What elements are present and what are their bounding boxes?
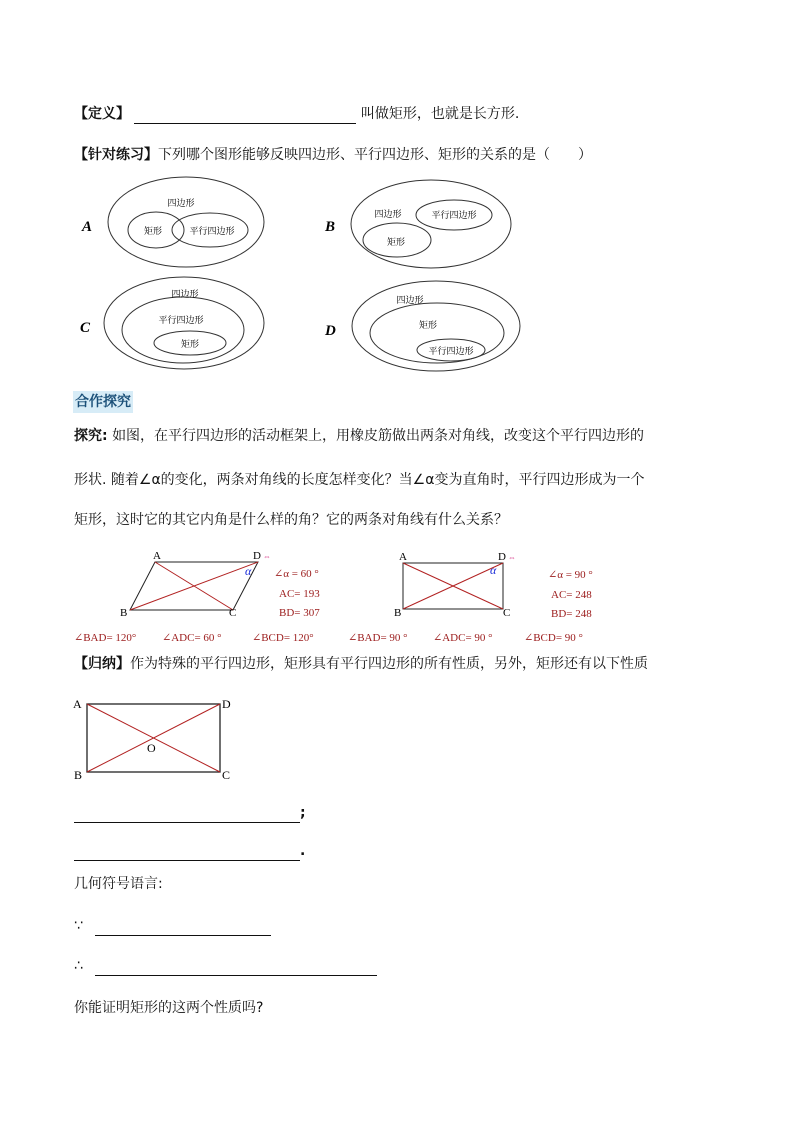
figure1-adc-measure: ∠ADC= 60 ° xyxy=(162,632,222,644)
property-end-1: ; xyxy=(300,805,306,821)
option-b-inner2-label: 矩形 xyxy=(386,237,406,247)
closing-question: 你能证明矩形的这两个性质吗? xyxy=(74,1000,264,1016)
property-line-2 xyxy=(74,841,305,861)
figure1-handle-icon[interactable]: ⇔ xyxy=(263,552,271,561)
explore-text-1: 如图，在平行四边形的活动框架上，用橡皮筋做出两条对角线，改变这个平行四边形的 xyxy=(112,428,645,444)
figure1-label-d: D xyxy=(253,550,261,562)
therefore-symbol: ∴ xyxy=(74,958,83,974)
option-a-left-label: 矩形 xyxy=(143,226,163,236)
option-a-right-label: 平行四边形 xyxy=(189,226,235,236)
figure2-bad-measure: ∠BAD= 90 ° xyxy=(348,632,408,644)
explore-label: 探究: xyxy=(74,428,108,444)
figure3-label-d: D xyxy=(222,697,231,711)
option-d-outer-label: 四边形 xyxy=(396,295,424,305)
parallelogram-figures xyxy=(0,540,794,650)
option-c-inner-label: 矩形 xyxy=(180,339,200,349)
figure2-adc-measure: ∠ADC= 90 ° xyxy=(433,632,493,644)
figure3-label-o: O xyxy=(147,741,156,755)
figure2-alpha-measure: ∠α = 90 ° xyxy=(548,569,593,581)
figure2-label-a: A xyxy=(399,551,407,563)
option-b-letter[interactable]: B xyxy=(325,219,336,235)
explore-line-2: 形状. 随着∠α的变化，两条对角线的长度怎样变化？当∠α变为直角时，平行四边形成为一个 xyxy=(74,472,645,488)
figure1-bd-measure: BD= 307 xyxy=(279,607,320,619)
figure2-label-d: D xyxy=(498,551,506,563)
definition-suffix: 叫做矩形，也就是长方形. xyxy=(360,106,520,122)
option-c-letter[interactable]: C xyxy=(80,320,91,336)
option-a-letter[interactable]: A xyxy=(82,219,93,235)
option-b-outer-ellipse xyxy=(351,180,511,268)
property-line-1 xyxy=(74,803,306,823)
therefore-line xyxy=(74,956,377,976)
figure1-ac-measure: AC= 193 xyxy=(279,588,320,600)
figure2-label-c: C xyxy=(503,607,511,619)
figure2-bd-measure: BD= 248 xyxy=(551,608,592,620)
option-b-inner1-label: 平行四边形 xyxy=(431,210,477,220)
summary-text: 作为特殊的平行四边形，矩形具有平行四边形的所有性质，另外，矩形还有以下性质 xyxy=(130,656,648,672)
figure2-handle-icon[interactable]: ⇔ xyxy=(508,553,516,562)
figure2-label-b: B xyxy=(394,607,402,619)
figure1-label-a: A xyxy=(153,550,161,562)
figure3-label-b: B xyxy=(74,768,83,782)
property-blank-1[interactable] xyxy=(74,806,300,823)
figure1-alpha-measure: ∠α = 60 ° xyxy=(274,568,319,580)
option-d-middle-label: 矩形 xyxy=(418,320,438,330)
figure1-alpha: α xyxy=(245,564,252,578)
option-c-middle-ellipse xyxy=(122,297,244,363)
practice-label: 【针对练习】 xyxy=(74,147,158,163)
figure1-bad-measure: ∠BAD= 120° xyxy=(74,632,137,644)
summary-label: 【归纳】 xyxy=(74,656,130,672)
option-d-inner-label: 平行四边形 xyxy=(428,346,474,356)
figure1-bcd-measure: ∠BCD= 120° xyxy=(252,632,314,644)
option-c-middle-label: 平行四边形 xyxy=(158,315,204,325)
practice-question: 下列哪个图形能够反映四边形、平行四边形、矩形的关系的是（ ） xyxy=(158,147,592,163)
definition-label: 【定义】 xyxy=(74,106,130,122)
explore-line-1 xyxy=(74,426,724,446)
option-b-outer-label: 四边形 xyxy=(374,209,402,219)
figure2-rectangle xyxy=(394,551,516,619)
figure2-alpha: α xyxy=(490,563,497,577)
venn-options xyxy=(0,0,794,380)
figure2-ac-measure: AC= 248 xyxy=(551,589,592,601)
because-blank[interactable] xyxy=(95,919,271,936)
property-end-2: . xyxy=(300,843,306,859)
because-line xyxy=(74,916,271,936)
because-symbol: ∵ xyxy=(74,918,83,934)
section-title: 合作探究 xyxy=(73,391,133,413)
therefore-blank[interactable] xyxy=(95,959,377,976)
figure3-label-a: A xyxy=(73,697,82,711)
figure1-label-c: C xyxy=(229,607,237,619)
figure3-label-c: C xyxy=(222,768,231,782)
rectangle-figure xyxy=(66,690,246,790)
figure1-parallelogram xyxy=(120,550,271,619)
explore-line-3: 矩形，这时它的其它内角是什么样的角？它的两条对角线有什么关系？ xyxy=(74,512,508,528)
option-d-letter[interactable]: D xyxy=(325,323,336,339)
figure2-bcd-measure: ∠BCD= 90 ° xyxy=(524,632,583,644)
option-c-outer-label: 四边形 xyxy=(171,289,199,299)
summary-line xyxy=(74,654,648,674)
option-a-outer-label: 四边形 xyxy=(167,198,195,208)
symbol-language: 几何符号语言: xyxy=(74,876,163,892)
figure1-label-b: B xyxy=(120,607,128,619)
property-blank-2[interactable] xyxy=(74,844,300,861)
